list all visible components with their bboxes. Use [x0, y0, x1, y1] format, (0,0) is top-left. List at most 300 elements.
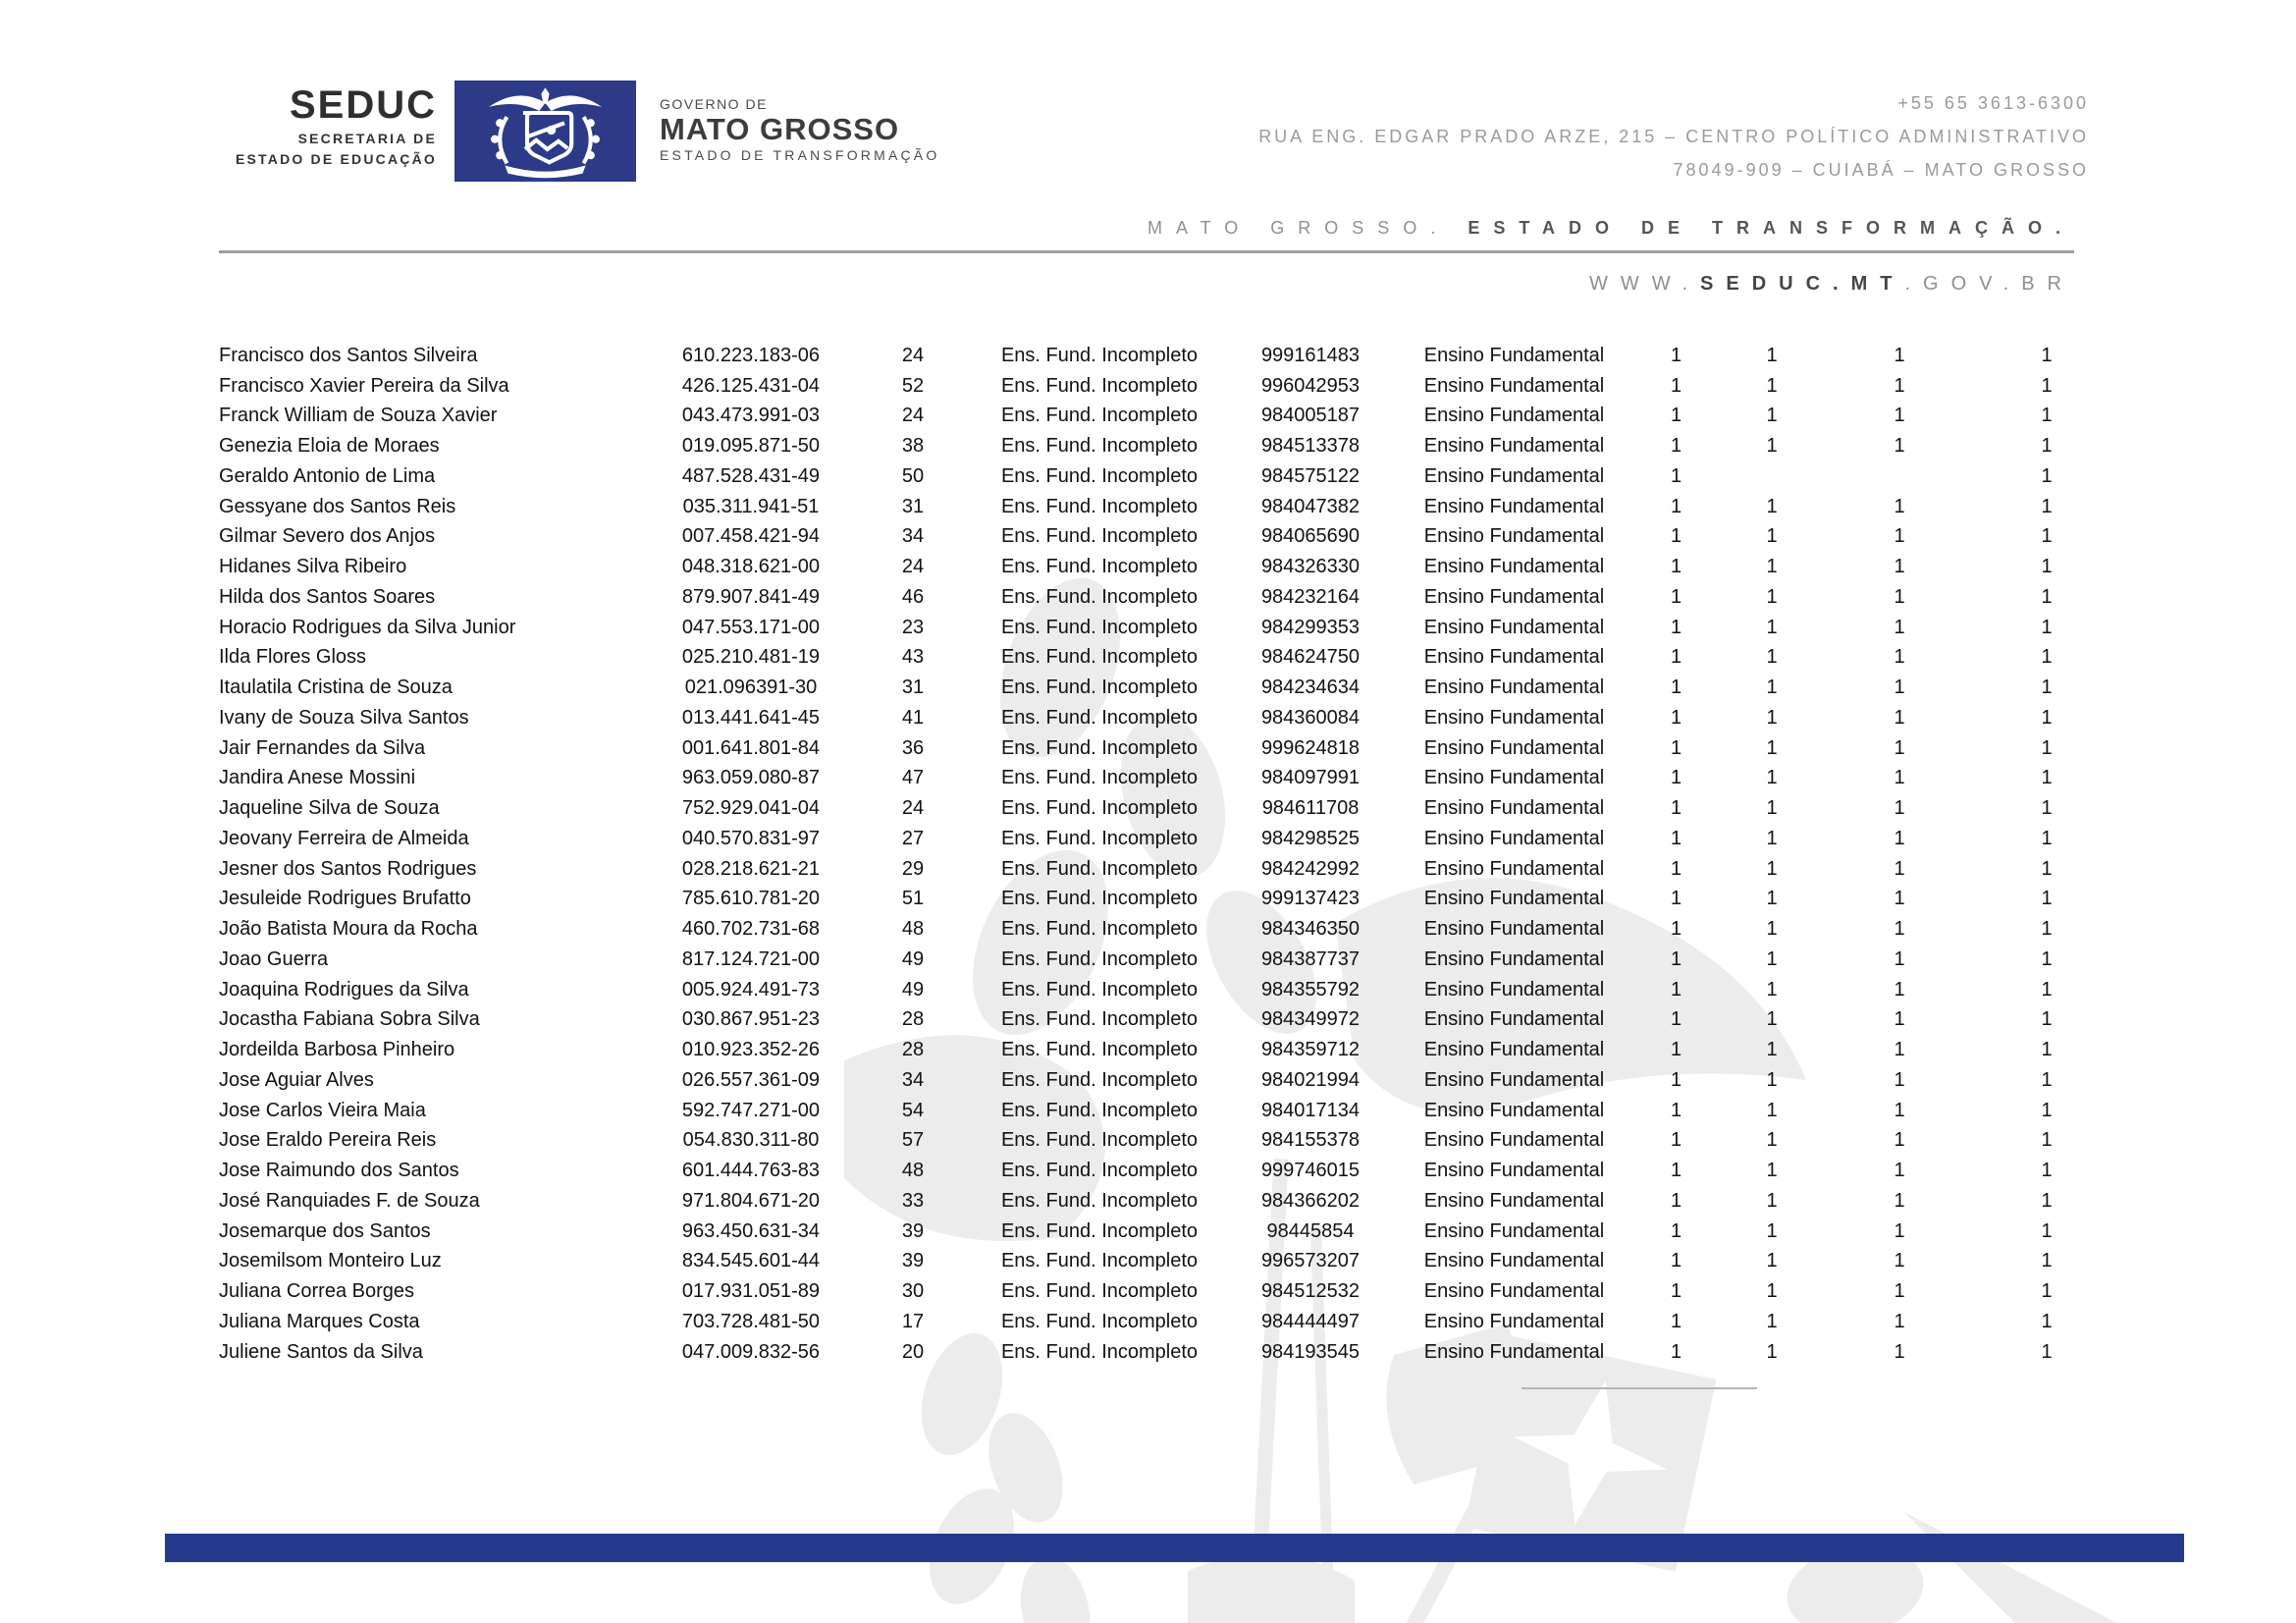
contact-address: RUA ENG. EDGAR PRADO ARZE, 215 – CENTRO POLÍTICO ADMINISTRATIVO: [1258, 127, 2089, 146]
cell-name: Hidanes Silva Ribeiro: [219, 556, 407, 578]
seduc-acronym: SEDUC: [289, 83, 437, 127]
cell-name: Juliene Santos da Silva: [219, 1340, 423, 1363]
cell-course: Ensino Fundamental: [1423, 918, 1605, 941]
website-prefix: WWW.: [1588, 273, 1701, 295]
cell-flag-4: 1: [2041, 1039, 2053, 1061]
cell-name: Gessyane dos Santos Reis: [219, 495, 456, 517]
cell-age: 50: [901, 464, 925, 487]
cell-course: Ensino Fundamental: [1423, 1280, 1605, 1303]
cell-course: Ensino Fundamental: [1423, 706, 1605, 729]
table-row: [219, 764, 2140, 794]
cell-cpf: 030.867.951-23: [681, 1008, 821, 1031]
cell-flag-4: 1: [2041, 1189, 2053, 1212]
cell-education: Ens. Fund. Incompleto: [1000, 405, 1199, 427]
cell-cpf: 879.907.841-49: [681, 585, 821, 608]
cell-age: 48: [901, 918, 925, 941]
cell-flag-3: 1: [1894, 1189, 1905, 1212]
cell-cpf: 048.318.621-00: [681, 556, 821, 578]
cell-phone: 999624818: [1260, 736, 1361, 759]
table-row: [219, 643, 2140, 674]
table-row: [219, 1247, 2140, 1277]
cell-flag-4: 1: [2041, 1310, 2053, 1332]
cell-flag-3: 1: [1894, 736, 1905, 759]
cell-cpf: 752.929.041-04: [681, 797, 821, 820]
cell-flag-1: 1: [1670, 767, 1682, 789]
cell-course: Ensino Fundamental: [1423, 1189, 1605, 1212]
cell-flag-1: 1: [1670, 888, 1682, 910]
table-row: [219, 793, 2140, 824]
cell-course: Ensino Fundamental: [1423, 1039, 1605, 1061]
cell-course: Ensino Fundamental: [1423, 736, 1605, 759]
cell-age: 47: [901, 767, 925, 789]
cell-phone: 984065690: [1260, 525, 1361, 548]
cell-flag-1: 1: [1670, 1219, 1682, 1242]
cell-phone: 984047382: [1260, 495, 1361, 517]
cell-flag-4: 1: [2041, 1099, 2053, 1121]
cell-flag-3: 1: [1894, 947, 1905, 970]
cell-name: Josemarque dos Santos: [219, 1219, 431, 1242]
cell-flag-3: 1: [1894, 918, 1905, 941]
cell-education: Ens. Fund. Incompleto: [1000, 947, 1199, 970]
cell-age: 24: [901, 405, 925, 427]
cell-name: Francisco dos Santos Silveira: [219, 344, 478, 366]
cell-flag-4: 1: [2041, 344, 2053, 366]
cell-flag-3: 1: [1894, 616, 1905, 638]
cell-flag-4: 1: [2041, 1129, 2053, 1152]
cell-cpf: 817.124.721-00: [681, 947, 821, 970]
cell-flag-2: 1: [1766, 767, 1778, 789]
cell-flag-4: 1: [2041, 676, 2053, 699]
cell-cpf: 005.924.491-73: [681, 978, 821, 1001]
cell-flag-4: 1: [2041, 1250, 2053, 1272]
cell-age: 43: [901, 646, 925, 669]
cell-phone: 984193545: [1260, 1340, 1361, 1363]
cell-flag-3: 1: [1894, 344, 1905, 366]
cell-flag-1: 1: [1670, 616, 1682, 638]
cell-flag-3: 1: [1894, 556, 1905, 578]
cell-cpf: 610.223.183-06: [681, 344, 821, 366]
cell-flag-2: 1: [1766, 676, 1778, 699]
cell-phone: 984512532: [1260, 1280, 1361, 1303]
cell-flag-4: 1: [2041, 556, 2053, 578]
cell-age: 57: [901, 1129, 925, 1152]
cell-flag-4: 1: [2041, 947, 2053, 970]
cell-education: Ens. Fund. Incompleto: [1000, 1340, 1199, 1363]
cell-age: 34: [901, 525, 925, 548]
cell-flag-4: 1: [2041, 827, 2053, 849]
cell-course: Ensino Fundamental: [1423, 556, 1605, 578]
cell-flag-4: 1: [2041, 1068, 2053, 1091]
table-row: [219, 1186, 2140, 1217]
cell-flag-2: 1: [1766, 1068, 1778, 1091]
cell-name: Josemilsom Monteiro Luz: [219, 1250, 442, 1272]
table-row: [219, 673, 2140, 703]
cell-name: Joao Guerra: [219, 947, 329, 970]
cell-flag-4: 1: [2041, 1219, 2053, 1242]
cell-flag-3: 1: [1894, 1280, 1905, 1303]
cell-education: Ens. Fund. Incompleto: [1000, 767, 1199, 789]
cell-flag-2: 1: [1766, 556, 1778, 578]
cell-phone: 984155378: [1260, 1129, 1361, 1152]
cell-age: 24: [901, 344, 925, 366]
cell-education: Ens. Fund. Incompleto: [1000, 978, 1199, 1001]
cell-flag-2: 1: [1766, 978, 1778, 1001]
cell-flag-1: 1: [1670, 1068, 1682, 1091]
cell-flag-4: 1: [2041, 767, 2053, 789]
cell-education: Ens. Fund. Incompleto: [1000, 556, 1199, 578]
cell-flag-2: 1: [1766, 827, 1778, 849]
cell-course: Ensino Fundamental: [1423, 1250, 1605, 1272]
cell-flag-3: 1: [1894, 585, 1905, 608]
partial-cell-border: [1522, 1387, 1757, 1389]
cell-education: Ens. Fund. Incompleto: [1000, 918, 1199, 941]
cell-flag-2: 1: [1766, 1280, 1778, 1303]
cell-name: Horacio Rodrigues da Silva Junior: [219, 616, 516, 638]
cell-flag-1: 1: [1670, 1008, 1682, 1031]
cell-flag-2: 1: [1766, 797, 1778, 820]
cell-flag-2: 1: [1766, 616, 1778, 638]
cell-course: Ensino Fundamental: [1423, 344, 1605, 366]
table-row: [219, 1337, 2140, 1368]
cell-cpf: 971.804.671-20: [681, 1189, 821, 1212]
cell-cpf: 028.218.621-21: [681, 857, 821, 880]
cell-flag-1: 1: [1670, 706, 1682, 729]
cell-flag-4: 1: [2041, 918, 2053, 941]
table-row: [219, 1217, 2140, 1247]
cell-phone: 984349972: [1260, 1008, 1361, 1031]
tagline-bold: ESTADO DE TRANSFORMAÇÃO.: [1468, 218, 2074, 238]
cell-course: Ensino Fundamental: [1423, 1340, 1605, 1363]
cell-flag-1: 1: [1670, 918, 1682, 941]
cell-phone: 984355792: [1260, 978, 1361, 1001]
table-row: [219, 1276, 2140, 1307]
website-suffix: .GOV.BR: [1904, 273, 2074, 295]
cell-flag-3: 1: [1894, 1160, 1905, 1182]
cell-phone: 984097991: [1260, 767, 1361, 789]
cell-cpf: 040.570.831-97: [681, 827, 821, 849]
cell-name: Geraldo Antonio de Lima: [219, 464, 436, 487]
cell-flag-1: 1: [1670, 405, 1682, 427]
cell-flag-4: 1: [2041, 1340, 2053, 1363]
cell-flag-2: 1: [1766, 646, 1778, 669]
cell-flag-3: 1: [1894, 374, 1905, 397]
tagline-light: MATO GROSSO.: [1147, 218, 1468, 238]
cell-flag-1: 1: [1670, 556, 1682, 578]
cell-name: Jesuleide Rodrigues Brufatto: [219, 888, 471, 910]
cell-cpf: 047.009.832-56: [681, 1340, 821, 1363]
cell-flag-1: 1: [1670, 374, 1682, 397]
cell-flag-3: 1: [1894, 1340, 1905, 1363]
cell-age: 31: [901, 676, 925, 699]
cell-flag-3: 1: [1894, 646, 1905, 669]
contact-block: [1258, 86, 2089, 187]
government-name: MATO GROSSO: [660, 112, 900, 146]
cell-flag-2: 1: [1766, 344, 1778, 366]
cell-name: Jose Carlos Vieira Maia: [219, 1099, 426, 1121]
cell-age: 54: [901, 1099, 925, 1121]
cell-course: Ensino Fundamental: [1423, 978, 1605, 1001]
cell-education: Ens. Fund. Incompleto: [1000, 1129, 1199, 1152]
cell-age: 39: [901, 1219, 925, 1242]
cell-flag-2: 1: [1766, 947, 1778, 970]
cell-flag-3: 1: [1894, 525, 1905, 548]
cell-education: Ens. Fund. Incompleto: [1000, 1219, 1199, 1242]
cell-course: Ensino Fundamental: [1423, 374, 1605, 397]
mato-grosso-crest: [454, 81, 636, 182]
cell-cpf: 785.610.781-20: [681, 888, 821, 910]
cell-phone: 984299353: [1260, 616, 1361, 638]
cell-flag-4: 1: [2041, 374, 2053, 397]
cell-name: Joaquina Rodrigues da Silva: [219, 978, 469, 1001]
seduc-subtitle-1: SECRETARIA DE: [297, 131, 437, 146]
cell-name: Jesner dos Santos Rodrigues: [219, 857, 477, 880]
cell-cpf: 426.125.431-04: [681, 374, 821, 397]
cell-flag-4: 1: [2041, 616, 2053, 638]
cell-cpf: 054.830.311-80: [682, 1129, 820, 1152]
cell-flag-2: 1: [1766, 1129, 1778, 1152]
table-row: [219, 552, 2140, 582]
cell-education: Ens. Fund. Incompleto: [1000, 888, 1199, 910]
cell-flag-1: 1: [1670, 1250, 1682, 1272]
cell-course: Ensino Fundamental: [1423, 1129, 1605, 1152]
table-row: [219, 431, 2140, 461]
table-row: [219, 733, 2140, 764]
cell-flag-2: 1: [1766, 1160, 1778, 1182]
table-row: [219, 402, 2140, 432]
cell-flag-1: 1: [1670, 676, 1682, 699]
cell-course: Ensino Fundamental: [1423, 947, 1605, 970]
table-row: [219, 582, 2140, 613]
cell-flag-2: 1: [1766, 1310, 1778, 1332]
table-row: [219, 1096, 2140, 1126]
table-row: [219, 1156, 2140, 1186]
cell-flag-4: 1: [2041, 435, 2053, 458]
cell-flag-1: 1: [1670, 435, 1682, 458]
footer-bar: [165, 1534, 2184, 1562]
cell-name: João Batista Moura da Rocha: [219, 918, 478, 941]
table-row: [219, 1307, 2140, 1337]
cell-age: 51: [901, 888, 925, 910]
cell-name: Hilda dos Santos Soares: [219, 585, 436, 608]
table-row: [219, 1035, 2140, 1065]
cell-course: Ensino Fundamental: [1423, 405, 1605, 427]
cell-name: Jocastha Fabiana Sobra Silva: [219, 1008, 480, 1031]
cell-flag-2: 1: [1766, 706, 1778, 729]
table-row: [219, 854, 2140, 885]
cell-name: Ilda Flores Gloss: [219, 646, 367, 669]
cell-flag-2: 1: [1766, 585, 1778, 608]
cell-name: Francisco Xavier Pereira da Silva: [219, 374, 509, 397]
cell-flag-3: 1: [1894, 767, 1905, 789]
cell-flag-4: 1: [2041, 857, 2053, 880]
cell-flag-1: 1: [1670, 646, 1682, 669]
cell-cpf: 460.702.731-68: [681, 918, 821, 941]
website-url: [1589, 273, 2074, 296]
cell-education: Ens. Fund. Incompleto: [1000, 525, 1199, 548]
table-row: [219, 341, 2140, 371]
cell-phone: 996573207: [1260, 1250, 1361, 1272]
cell-flag-1: 1: [1670, 827, 1682, 849]
cell-education: Ens. Fund. Incompleto: [1000, 1039, 1199, 1061]
cell-name: Jandira Anese Mossini: [219, 767, 416, 789]
cell-age: 36: [901, 736, 925, 759]
cell-cpf: 026.557.361-09: [681, 1068, 821, 1091]
cell-flag-3: 1: [1894, 1099, 1905, 1121]
cell-flag-3: 1: [1894, 797, 1905, 820]
cell-flag-3: 1: [1894, 706, 1905, 729]
participants-table: [219, 341, 2140, 1368]
cell-phone: 984387737: [1260, 947, 1361, 970]
cell-name: Genezia Eloia de Moraes: [219, 435, 440, 458]
cell-flag-2: 1: [1766, 888, 1778, 910]
cell-flag-3: 1: [1894, 978, 1905, 1001]
cell-flag-3: 1: [1894, 495, 1905, 517]
cell-name: Jaqueline Silva de Souza: [219, 797, 440, 820]
cell-course: Ensino Fundamental: [1423, 888, 1605, 910]
cell-flag-4: 1: [2041, 405, 2053, 427]
cell-phone: 98445854: [1266, 1219, 1355, 1242]
cell-phone: 984360084: [1260, 706, 1361, 729]
cell-age: 31: [901, 495, 925, 517]
cell-education: Ens. Fund. Incompleto: [1000, 435, 1199, 458]
cell-cpf: 592.747.271-00: [681, 1099, 821, 1121]
cell-phone: 996042953: [1260, 374, 1361, 397]
government-line2: ESTADO DE TRANSFORMAÇÃO: [660, 147, 940, 163]
table-row: [219, 975, 2140, 1005]
government-line1: GOVERNO DE: [660, 96, 768, 112]
table-row: [219, 1005, 2140, 1036]
cell-flag-4: 1: [2041, 736, 2053, 759]
cell-flag-1: 1: [1670, 464, 1682, 487]
table-row: [219, 492, 2140, 522]
cell-education: Ens. Fund. Incompleto: [1000, 1068, 1199, 1091]
cell-age: 33: [901, 1189, 925, 1212]
cell-education: Ens. Fund. Incompleto: [1000, 706, 1199, 729]
cell-cpf: 963.450.631-34: [681, 1219, 821, 1242]
cell-cpf: 010.923.352-26: [681, 1039, 821, 1061]
cell-age: 24: [901, 797, 925, 820]
cell-flag-1: 1: [1670, 1160, 1682, 1182]
cell-cpf: 021.096391-30: [684, 676, 818, 699]
table-row: [219, 703, 2140, 733]
cell-name: Gilmar Severo dos Anjos: [219, 525, 436, 548]
cell-education: Ens. Fund. Incompleto: [1000, 676, 1199, 699]
cell-flag-2: 1: [1766, 435, 1778, 458]
cell-course: Ensino Fundamental: [1423, 827, 1605, 849]
cell-flag-1: 1: [1670, 525, 1682, 548]
cell-flag-3: 1: [1894, 1039, 1905, 1061]
cell-course: Ensino Fundamental: [1423, 767, 1605, 789]
cell-cpf: 043.473.991-03: [681, 405, 821, 427]
cell-phone: 984346350: [1260, 918, 1361, 941]
cell-education: Ens. Fund. Incompleto: [1000, 736, 1199, 759]
cell-flag-1: 1: [1670, 1310, 1682, 1332]
cell-course: Ensino Fundamental: [1423, 585, 1605, 608]
cell-phone: 984234634: [1260, 676, 1361, 699]
cell-name: Jair Fernandes da Silva: [219, 736, 426, 759]
cell-phone: 984005187: [1260, 405, 1361, 427]
cell-flag-2: 1: [1766, 1219, 1778, 1242]
crest-icon: [454, 81, 636, 182]
cell-course: Ensino Fundamental: [1423, 525, 1605, 548]
cell-course: Ensino Fundamental: [1423, 616, 1605, 638]
cell-flag-2: 1: [1766, 495, 1778, 517]
cell-name: Jordeilda Barbosa Pinheiro: [219, 1039, 455, 1061]
cell-flag-1: 1: [1670, 736, 1682, 759]
cell-phone: 984232164: [1260, 585, 1361, 608]
cell-flag-3: 1: [1894, 857, 1905, 880]
cell-flag-1: 1: [1670, 344, 1682, 366]
cell-phone: 999161483: [1260, 344, 1361, 366]
cell-flag-1: 1: [1670, 495, 1682, 517]
cell-course: Ensino Fundamental: [1423, 495, 1605, 517]
cell-flag-3: 1: [1894, 1008, 1905, 1031]
cell-education: Ens. Fund. Incompleto: [1000, 495, 1199, 517]
cell-education: Ens. Fund. Incompleto: [1000, 1160, 1199, 1182]
cell-phone: 984444497: [1260, 1310, 1361, 1332]
cell-age: 17: [901, 1310, 925, 1332]
cell-phone: 984298525: [1260, 827, 1361, 849]
cell-phone: 984359712: [1260, 1039, 1361, 1061]
cell-flag-3: 1: [1894, 405, 1905, 427]
cell-course: Ensino Fundamental: [1423, 1068, 1605, 1091]
cell-flag-2: 1: [1766, 1008, 1778, 1031]
cell-flag-2: 1: [1766, 1189, 1778, 1212]
cell-education: Ens. Fund. Incompleto: [1000, 1310, 1199, 1332]
cell-flag-3: 1: [1894, 827, 1905, 849]
cell-cpf: 703.728.481-50: [681, 1310, 821, 1332]
cell-flag-2: 1: [1766, 857, 1778, 880]
cell-flag-3: 1: [1894, 1219, 1905, 1242]
cell-course: Ensino Fundamental: [1423, 464, 1605, 487]
cell-age: 29: [901, 857, 925, 880]
cell-flag-2: 1: [1766, 1340, 1778, 1363]
cell-flag-4: 1: [2041, 706, 2053, 729]
cell-name: Jose Aguiar Alves: [219, 1068, 374, 1091]
cell-education: Ens. Fund. Incompleto: [1000, 827, 1199, 849]
contact-phone: +55 65 3613-6300: [1897, 93, 2089, 113]
government-block: [660, 96, 939, 163]
cell-phone: 984017134: [1260, 1099, 1361, 1121]
cell-phone: 999137423: [1260, 888, 1361, 910]
cell-flag-4: 1: [2041, 1008, 2053, 1031]
cell-name: Jose Eraldo Pereira Reis: [219, 1129, 437, 1152]
state-tagline: [1148, 218, 2074, 239]
cell-name: Franck William de Souza Xavier: [219, 405, 498, 427]
cell-course: Ensino Fundamental: [1423, 1160, 1605, 1182]
cell-age: 28: [901, 1008, 925, 1031]
contact-city: 78049-909 – CUIABÁ – MATO GROSSO: [1673, 160, 2089, 180]
cell-education: Ens. Fund. Incompleto: [1000, 1280, 1199, 1303]
cell-phone: 984021994: [1260, 1068, 1361, 1091]
table-row: [219, 1126, 2140, 1157]
cell-flag-2: 1: [1766, 1250, 1778, 1272]
cell-cpf: 035.311.941-51: [682, 495, 820, 517]
cell-age: 49: [901, 978, 925, 1001]
cell-flag-4: 1: [2041, 978, 2053, 1001]
cell-flag-1: 1: [1670, 1189, 1682, 1212]
cell-phone: 984513378: [1260, 435, 1361, 458]
cell-flag-1: 1: [1670, 947, 1682, 970]
cell-name: Jose Raimundo dos Santos: [219, 1160, 459, 1182]
cell-flag-4: 1: [2041, 1160, 2053, 1182]
cell-age: 30: [901, 1280, 925, 1303]
cell-flag-3: 1: [1894, 676, 1905, 699]
cell-course: Ensino Fundamental: [1423, 1008, 1605, 1031]
cell-age: 23: [901, 616, 925, 638]
cell-flag-1: 1: [1670, 1099, 1682, 1121]
cell-flag-3: 1: [1894, 1250, 1905, 1272]
